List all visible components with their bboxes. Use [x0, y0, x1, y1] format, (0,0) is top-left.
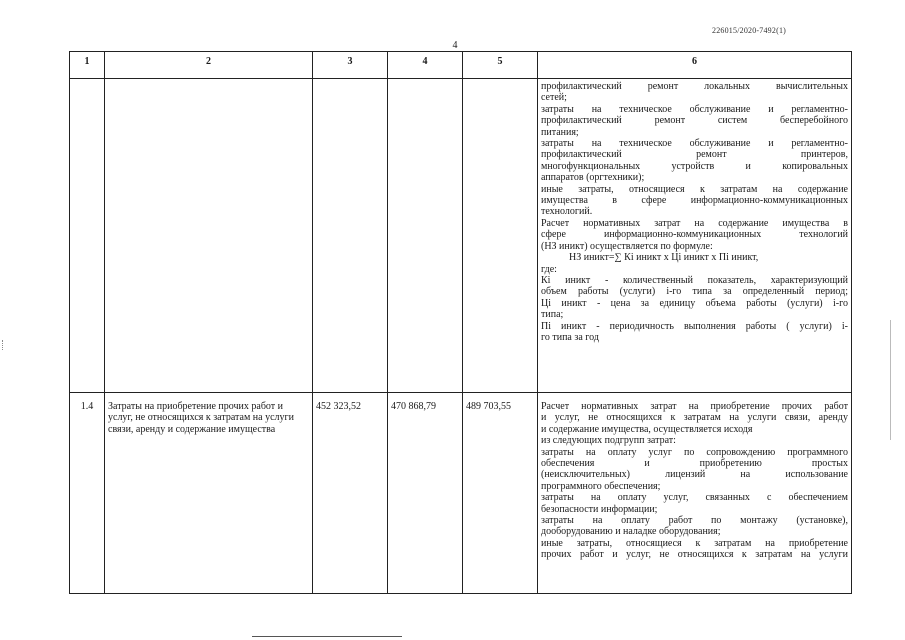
- table-cell: [388, 79, 463, 393]
- text-line: Кi иникт - количественный показатель, характеризующий: [541, 274, 848, 286]
- scan-artifact: [2, 340, 5, 350]
- table-row: [70, 393, 852, 594]
- text-line: затраты на оплату услуг по сопровождению программного: [541, 446, 848, 458]
- text-line: затраты на оплату работ по монтажу (установке),: [541, 515, 848, 527]
- expense-table: [69, 51, 852, 594]
- value-cell: 489 703,55: [463, 393, 538, 594]
- text-line: сетей;: [541, 92, 567, 104]
- text-line: иные затраты, относящиеся к затратам на приобретение: [541, 537, 848, 549]
- text-line: сфере информационно-коммуникационных технологий: [541, 229, 848, 241]
- text-line: затраты на техническое обслуживание и регламентно-: [541, 103, 848, 115]
- text-line: безопасности информации;: [541, 503, 658, 515]
- text-line: дооборудованию и наладке оборудования;: [541, 526, 721, 538]
- description-text: [541, 275, 848, 343]
- text-line: объем работы (услуги) i-го типа за определенный период;: [541, 286, 848, 298]
- text-line: технологий.: [541, 206, 593, 218]
- text-line: имущества в сфере информационно-коммуникационных: [541, 195, 848, 207]
- column-header: 6: [538, 52, 852, 79]
- text-line: программного обеспечения;: [541, 480, 661, 492]
- text-line: питания;: [541, 126, 579, 138]
- text-line: Расчет нормативных затрат на содержание имущества в: [541, 217, 848, 229]
- table-cell: [105, 79, 313, 393]
- text-line: профилактический ремонт принтеров,: [541, 149, 848, 161]
- value-cell: 452 323,52: [313, 393, 388, 594]
- text-line: из следующих подгрупп затрат:: [541, 435, 676, 447]
- text-line: многофункциональных устройств и копировальных: [541, 160, 848, 172]
- page-number: 4: [452, 40, 458, 51]
- text-line: типа;: [541, 309, 564, 321]
- description-cell: [538, 393, 852, 594]
- description-cell: [538, 79, 852, 393]
- column-header: 1: [70, 52, 105, 79]
- text-line: аппаратов (оргтехники);: [541, 172, 645, 184]
- column-header: 4: [388, 52, 463, 79]
- formula-text: НЗ иникт=∑ Кi иникт х Цi иникт х Пi иникт,: [569, 252, 759, 264]
- text-line: Расчет нормативных затрат на приобретение прочих работ: [541, 401, 848, 412]
- text-line: (НЗ иникт) осуществляется по формуле:: [541, 240, 713, 252]
- table-cell: [313, 79, 388, 393]
- column-header: 3: [313, 52, 388, 79]
- text-line: (неисключительных) лицензий на использование: [541, 469, 848, 481]
- text-line: обеспечения и приобретению простых: [541, 458, 848, 470]
- description-text: [541, 81, 848, 252]
- text-line: Пi иникт - периодичность выполнения работы ( услуги) i-: [541, 320, 848, 332]
- text-line: затраты на техническое обслуживание и регламентно-: [541, 138, 848, 150]
- text-line: Цi иникт - цена за единицу объема работы (услуги) i-го: [541, 297, 848, 309]
- row-number: 1.4: [70, 393, 105, 594]
- table-cell: [463, 79, 538, 393]
- table-row: [70, 79, 852, 393]
- text-line: и содержание имущества, осуществляется исходя: [541, 423, 753, 435]
- text-line: прочих работ и услуг, не относящихся к затратам на услуги: [541, 549, 848, 561]
- description-text: [541, 401, 848, 561]
- text-line: го типа за год: [541, 331, 599, 343]
- column-header: 2: [105, 52, 313, 79]
- column-header: 5: [463, 52, 538, 79]
- text-line: затраты на оплату услуг, связанных с обеспечением: [541, 492, 848, 504]
- text-line: иные затраты, относящиеся к затратам на содержание: [541, 183, 848, 195]
- value-cell: 470 868,79: [388, 393, 463, 594]
- formula: [541, 252, 848, 263]
- text-line: профилактический ремонт систем бесперебойного: [541, 115, 848, 127]
- document-code: 226015/2020-7492(1): [712, 26, 787, 35]
- text-line: профилактический ремонт локальных вычислительных: [541, 81, 848, 92]
- scan-edge-line: [890, 320, 891, 440]
- header-row: [70, 52, 852, 79]
- table-cell: [70, 79, 105, 393]
- formula-where: где:: [541, 263, 557, 275]
- bottom-rule: [252, 636, 402, 637]
- expense-name: Затраты на приобретение прочих работ и услуг, не относящихся к затратам на услуги связи, аренду и содержание имущества: [105, 393, 313, 594]
- text-line: и услуг, не относящихся к затратам на услуги связи, аренду: [541, 412, 848, 424]
